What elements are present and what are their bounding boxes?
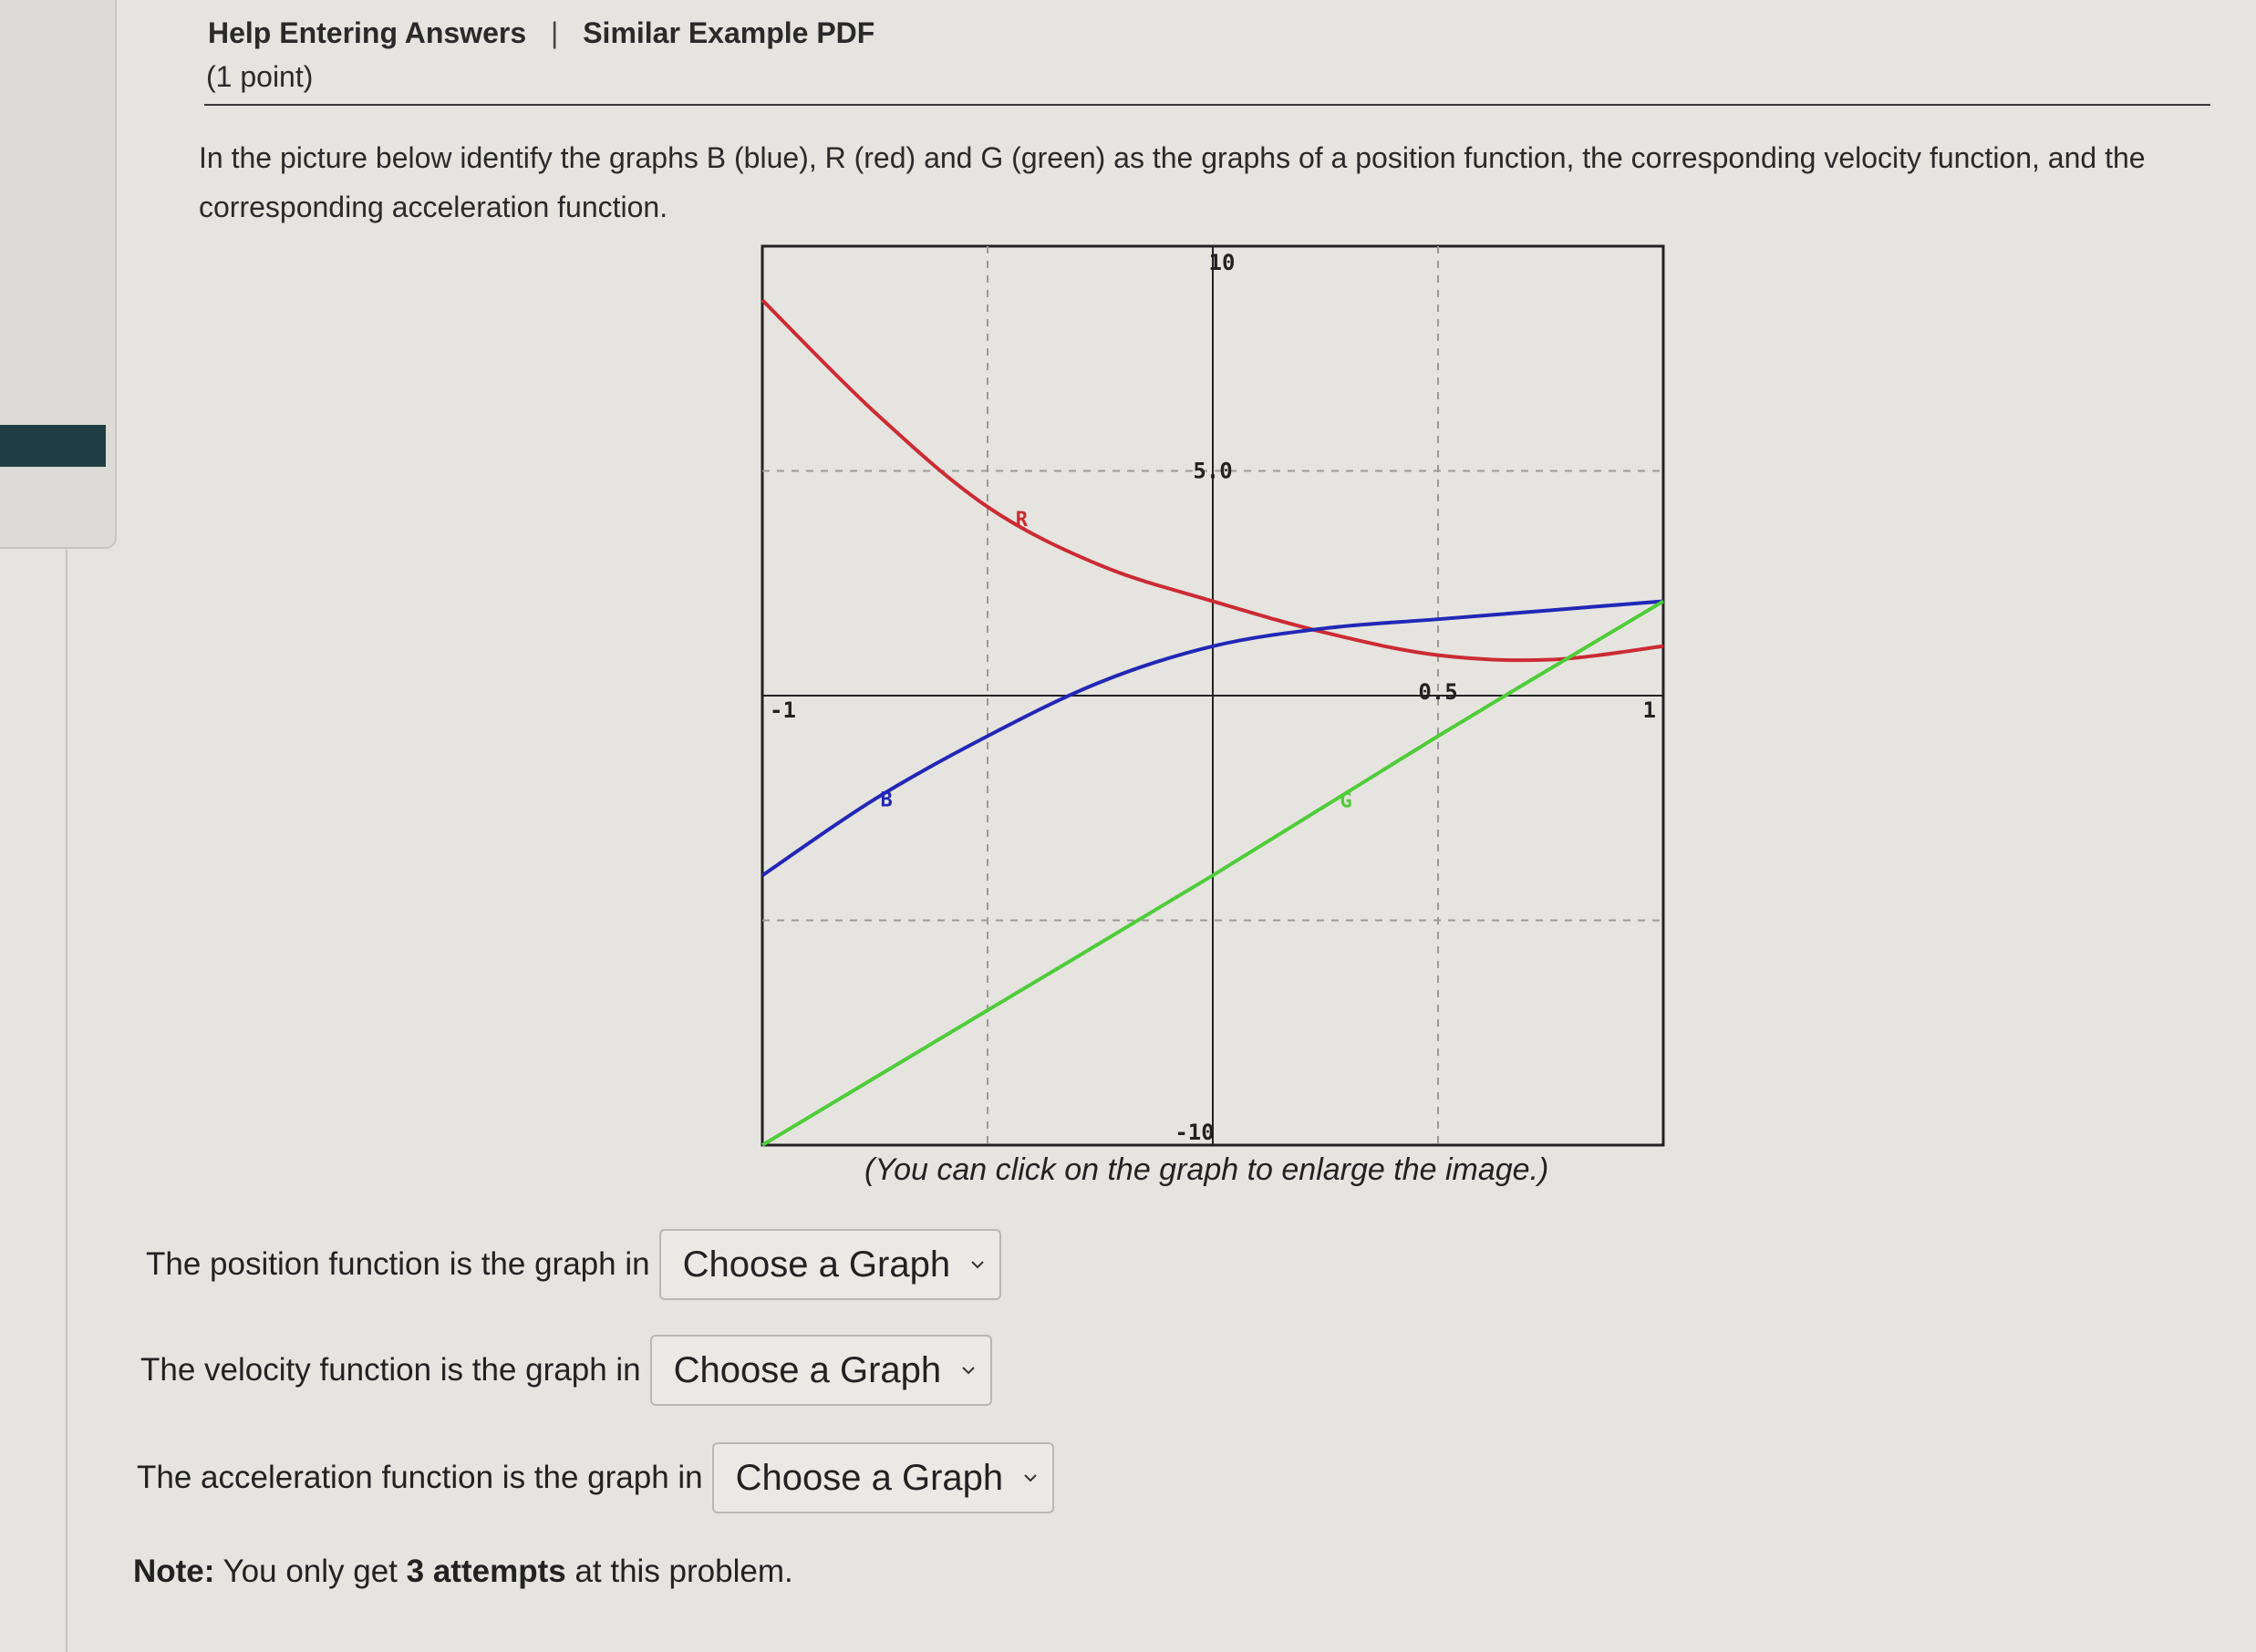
acceleration-select-value: Choose a Graph [735,1457,1004,1498]
chevron-down-icon [970,1257,985,1272]
motion-graph[interactable] [761,244,1665,1147]
position-question [146,1229,1001,1300]
position-graph-select[interactable] [659,1229,1002,1300]
note-text-start: You only get [222,1554,398,1589]
tick-label: 0.5 [1418,679,1458,705]
header-links [208,16,874,50]
tick-label: 5.0 [1193,458,1233,484]
series-label-b: B [880,789,893,812]
acceleration-graph-select[interactable] [712,1442,1055,1513]
graph-image[interactable] [761,244,1665,1147]
position-question-label: The position function is the graph in [146,1246,650,1282]
chevron-down-icon [1023,1471,1038,1485]
acceleration-question [137,1442,1054,1513]
velocity-select-value: Choose a Graph [673,1349,942,1390]
acceleration-question-label: The acceleration function is the graph in [137,1460,703,1495]
velocity-graph-select[interactable] [650,1335,993,1406]
similar-example-pdf-link[interactable]: Similar Example PDF [583,16,875,49]
note-text-end: at this problem. [574,1554,793,1589]
help-entering-answers-link[interactable]: Help Entering Answers [208,16,527,49]
velocity-question-label: The velocity function is the graph in [140,1352,641,1388]
link-separator: | [551,16,559,49]
header-divider [204,104,2210,106]
tick-label: -10 [1175,1120,1215,1145]
content-left-border [66,547,67,1652]
graph-caption: (You can click on the graph to enlarge the image.) [864,1152,1549,1187]
note-prefix: Note: [133,1554,215,1589]
tick-label: -1 [770,697,796,723]
attempts-note [133,1554,793,1590]
tick-label: 10 [1208,250,1236,275]
velocity-question [140,1335,992,1406]
tick-label: 1 [1642,697,1656,723]
chevron-down-icon [961,1363,976,1378]
problem-prompt: In the picture below identify the graphs B (blue), R (red) and G (green) as the graphs of a position function, the corresponding velocity function, and the corresponding acceleration function. [199,141,2146,223]
series-label-g: G [1340,790,1352,813]
attempts-count: 3 attempts [406,1554,566,1589]
left-panel-tab[interactable] [0,425,106,467]
series-label-r: R [1015,508,1028,532]
position-select-value: Choose a Graph [682,1244,951,1285]
points-label: (1 point) [206,60,314,93]
